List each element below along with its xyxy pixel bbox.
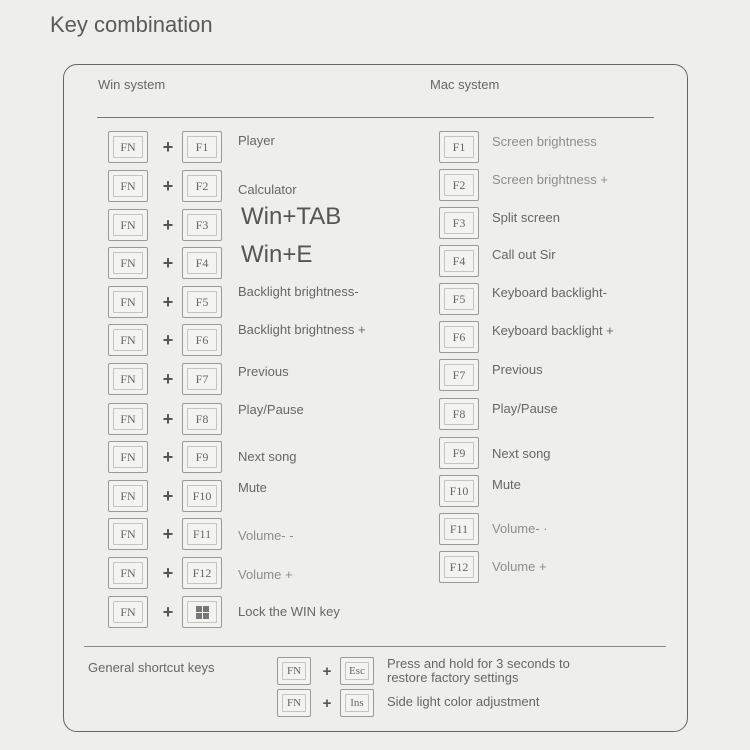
plus-sign: + xyxy=(162,330,174,350)
plus-sign: + xyxy=(322,663,332,680)
function-key: F4 xyxy=(439,245,479,277)
function-key: F10 xyxy=(182,480,222,512)
plus-sign: + xyxy=(162,602,174,622)
mac-shortcut-label: Screen brightness + xyxy=(492,172,608,187)
mac-shortcut-label: Volume + xyxy=(492,559,547,574)
win-shortcut-label: Volume- - xyxy=(238,528,294,543)
win-shortcut-label: Win+E xyxy=(241,241,313,268)
general-shortcut-description xyxy=(387,657,570,685)
mac-shortcut-label: Next song xyxy=(492,446,551,461)
function-key: F3 xyxy=(439,207,479,239)
shortcut-card xyxy=(63,64,688,732)
fn-key: FN xyxy=(108,518,148,550)
plus-sign: + xyxy=(162,253,174,273)
function-key: F7 xyxy=(182,363,222,395)
mac-system-heading: Mac system xyxy=(430,77,500,92)
function-key: F5 xyxy=(182,286,222,318)
function-key: F10 xyxy=(439,475,479,507)
mac-shortcut-label: Call out Sir xyxy=(492,247,556,262)
plus-sign: + xyxy=(162,292,174,312)
function-key: F12 xyxy=(439,551,479,583)
function-key: F4 xyxy=(182,247,222,279)
header-divider xyxy=(97,117,654,118)
plus-sign: + xyxy=(162,409,174,429)
fn-key: FN xyxy=(108,170,148,202)
win-shortcut-label: Volume + xyxy=(238,567,293,582)
windows-logo-pane xyxy=(196,613,202,619)
plus-sign: + xyxy=(322,695,332,712)
function-key: F9 xyxy=(439,437,479,469)
function-key: F6 xyxy=(182,324,222,356)
fn-key: FN xyxy=(277,689,311,717)
mac-shortcut-label: Previous xyxy=(492,362,543,377)
mac-shortcut-label: Play/Pause xyxy=(492,401,558,416)
win-system-heading: Win system xyxy=(98,77,166,92)
function-key: F5 xyxy=(439,283,479,315)
fn-key: FN xyxy=(108,286,148,318)
plus-sign: + xyxy=(162,447,174,467)
win-shortcut-label: Player xyxy=(238,133,275,148)
mac-shortcut-label: Mute xyxy=(492,477,521,492)
general-shortcut-description xyxy=(387,695,539,709)
fn-key: FN xyxy=(277,657,311,685)
fn-key: FN xyxy=(108,441,148,473)
plus-sign: + xyxy=(162,524,174,544)
mac-shortcut-label: Screen brightness xyxy=(492,134,597,149)
function-key: F8 xyxy=(439,398,479,430)
plus-sign: + xyxy=(162,176,174,196)
win-shortcut-label: Backlight brightness- xyxy=(238,284,359,299)
mac-shortcut-label: Volume- · xyxy=(492,521,548,536)
windows-logo-pane xyxy=(196,606,202,612)
win-shortcut-label: Next song xyxy=(238,449,297,464)
win-shortcut-label: Win+TAB xyxy=(241,203,342,230)
win-shortcut-label: Lock the WIN key xyxy=(238,604,340,619)
ins-key: Ins xyxy=(340,689,374,717)
fn-key: FN xyxy=(108,247,148,279)
function-key: F2 xyxy=(439,169,479,201)
function-key: F11 xyxy=(182,518,222,550)
function-key: F11 xyxy=(439,513,479,545)
plus-sign: + xyxy=(162,486,174,506)
function-key: F7 xyxy=(439,359,479,391)
function-key: F8 xyxy=(182,403,222,435)
windows-logo-icon xyxy=(196,606,209,619)
win-shortcut-label: Previous xyxy=(238,364,289,379)
win-shortcut-label: Backlight brightness + xyxy=(238,322,366,337)
page-title: Key combination xyxy=(50,12,213,37)
description-line: Press and hold for 3 seconds to xyxy=(387,656,570,671)
mac-shortcut-label: Keyboard backlight + xyxy=(492,323,614,338)
plus-sign: + xyxy=(162,369,174,389)
general-divider xyxy=(84,646,666,647)
win-shortcut-label: Calculator xyxy=(238,182,297,197)
function-key: F1 xyxy=(182,131,222,163)
mac-shortcut-label: Split screen xyxy=(492,210,560,225)
function-key: F1 xyxy=(439,131,479,163)
function-key: F2 xyxy=(182,170,222,202)
windows-key xyxy=(182,596,222,628)
function-key: F9 xyxy=(182,441,222,473)
fn-key: FN xyxy=(108,403,148,435)
win-shortcut-label: Play/Pause xyxy=(238,402,304,417)
win-shortcut-label: Mute xyxy=(238,480,267,495)
function-key: F6 xyxy=(439,321,479,353)
plus-sign: + xyxy=(162,137,174,157)
fn-key: FN xyxy=(108,363,148,395)
fn-key: FN xyxy=(108,596,148,628)
windows-logo-pane xyxy=(203,606,209,612)
description-line: Side light color adjustment xyxy=(387,694,540,709)
description-line: restore factory settings xyxy=(387,670,519,685)
fn-key: FN xyxy=(108,209,148,241)
fn-key: FN xyxy=(108,480,148,512)
fn-key: FN xyxy=(108,131,148,163)
function-key: F12 xyxy=(182,557,222,589)
fn-key: FN xyxy=(108,557,148,589)
mac-shortcut-label: Keyboard backlight- xyxy=(492,285,607,300)
fn-key: FN xyxy=(108,324,148,356)
windows-logo-pane xyxy=(203,613,209,619)
plus-sign: + xyxy=(162,563,174,583)
general-shortcut-heading: General shortcut keys xyxy=(88,660,215,675)
plus-sign: + xyxy=(162,215,174,235)
function-key: F3 xyxy=(182,209,222,241)
esc-key: Esc xyxy=(340,657,374,685)
